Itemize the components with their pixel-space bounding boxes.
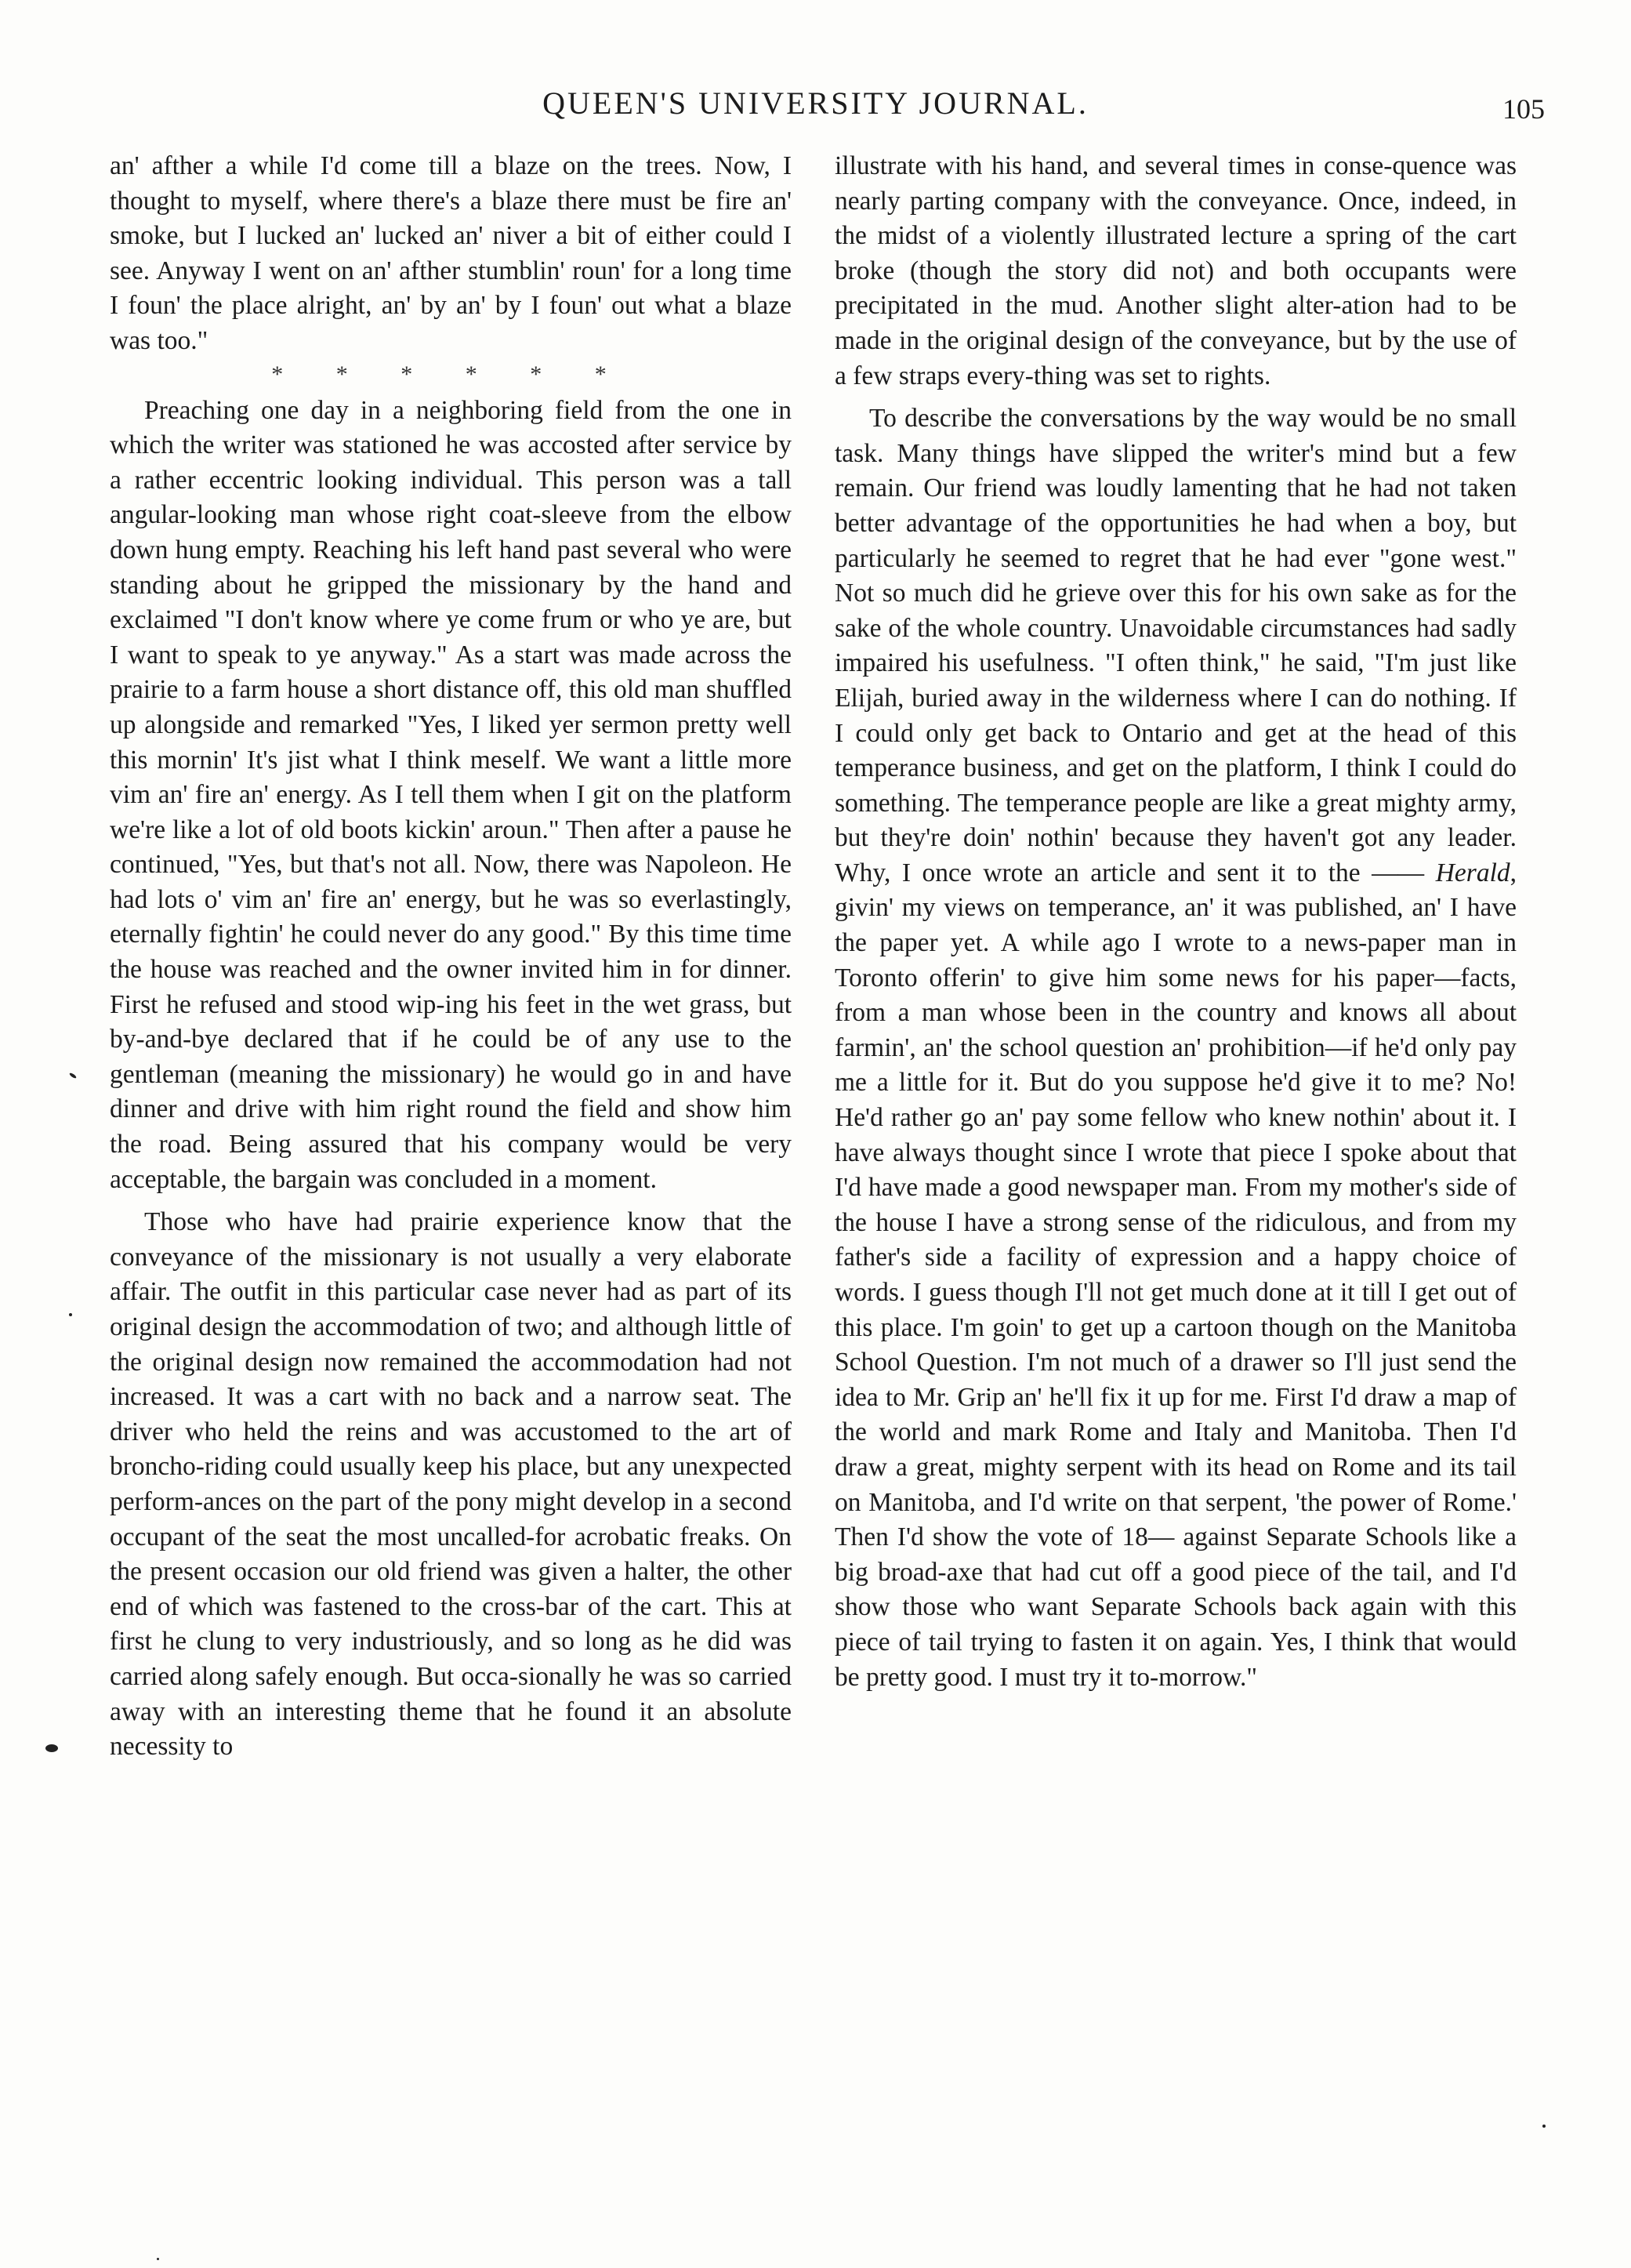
- left-paragraph-1: an' afther a while I'd come till a blaze on the trees. Now, I thought to myself, where there's a blaze there must be fire an' smoke, but I lucked an' lucked an' niver a bit of either could I see. Anyway I went on an' afther stumblin' roun' for a long time I foun' the place alright, an' by an' by I foun' out what a blaze was too.": [110, 151, 792, 355]
- left-paragraph-3: Those who have had prairie experience know that the conveyance of the missionary is not usually a very elaborate affair. The outfit in this particular case never had as part of its original design the accommodation of two; and although little of the original design now remained the accommodation had not increased. It was a cart with no back and a narrow seat. The driver who held the reins and was accustomed to the art of broncho-riding could usually keep his place, but any unexpected perform-ances on the part of the pony might develop in a second occupant of the seat the most uncalled-for acrobatic freaks. On the present occasion our old friend was given a halter, the other end of which was fastened to the cross-bar of the cart. This at first he clung to very industriously, and so long as he did was carried along safely enough. But occa-sionally he was so carried away with an interesting theme that he found it an absolute necessity to: [110, 1207, 792, 1762]
- right-paragraph-2-text: To describe the conversations by the way would be no small task. Many things have slipped the writer's mind but a few remain. Our friend was loudly lamenting that he had not taken better advantage of the opportunities he had when a boy, but particularly he seemed to regret that he had ever "gone west." Not so much did he grieve over this for his own sake as for the sake of the whole country. Unavoidable circumstances had sadly impaired his usefulness. "I often think," he said, "I'm just like Elijah, buried away in the wilderness where I can do nothing. If I could only get back to Ontario and get at the head of this temperance business, and get on the platform, I think I could do something. The temperance people are like a great mighty army, but they're doin' nothin' because they haven't got any leader. Why, I once wrote an article and sent it to the ——: [835, 404, 1517, 887]
- page-number: 105: [1502, 93, 1545, 125]
- left-column: [110, 149, 792, 1765]
- section-break-stars: * * * * * *: [271, 361, 630, 387]
- right-paragraph-1: illustrate with his hand, and several times in conse-quence was nearly parting company with the conveyance. Once, indeed, in the midst of a violently illustrated lecture a spring of the cart broke (though the story did not) and both occupants were precipitated in the mud. Another slight alter-ation had to be made in the original design of the conveyance, but by the use of a few straps every-thing was set to rights.: [835, 151, 1517, 390]
- left-paragraph-2: Preaching one day in a neighboring field from the one in which the writer was stationed he was accosted after service by a rather eccentric looking individual. This person was a tall angular-looking man whose right coat-sleeve from the elbow down hung empty. Reaching his left hand past several who were standing about he gripped the missionary by the hand and exclaimed "I don't know where ye come frum or who ye are, but I want to speak to ye anyway." As a start was made across the prairie to a farm house a short distance off, this old man shuffled up alongside and remarked "Yes, I liked yer sermon pretty well this mornin' It's jist what I think meself. We want a little more vim an' fire an' energy. As I tell them when I git on the platform we're like a lot of old boots kickin' aroun." Then after a pause he continued, "Yes, but that's not all. Now, there was Napoleon. He had lots o' vim an' fire an' energy, but he was so everlastingly, eternally fightin' he could never do any good." By this time time the house was reached and the owner invited him in for dinner. First he refused and stood wip-ing his feet in the wet grass, but by-and-bye declared that if he could be of any use to the gentleman (meaning the missionary) he would go in and have dinner and drive with him right round the field and show him the road. Being assured that his company would be very acceptable, the bargain was concluded in a moment.: [110, 395, 792, 1194]
- right-column: [835, 149, 1517, 1695]
- right-paragraph-2: [835, 401, 1517, 1695]
- newspaper-name: Herald: [1435, 858, 1510, 887]
- running-head: [0, 85, 1631, 132]
- right-paragraph-2-rest: , givin' my views on temperance, an' it was published, an' I have the paper yet. A while ago I wrote to a news-paper man in Toronto offerin' to give him some news for his paper—facts, from a man whose been in the country and knows all about farmin', an' the school question an' prohibition—if he'd only pay me a little for it. But do you suppose he'd give it to me? No! He'd rather go an' pay some fellow who knew nothin' about it. I have always thought since I wrote that piece I spoke about that I'd have made a good newspaper man. From my mother's side of the house I have a strong sense of the ridiculous, and from my father's side a facility of expression and a happy choice of words. I guess though I'll not get much done at it till I get out of this place. I'm goin' to get up a cartoon though on the Manitoba School Question. I'm not much of a drawer so I'll just send the idea to Mr. Grip an' he'll fix it up for me. First I'd draw a map of the world and mark Rome and Italy and Manitoba. Then I'd draw a great, mighty serpent with its head on Rome and its tail on Manitoba, and I'd write on that serpent, 'the power of Rome.' Then I'd show the vote of 18— against Separate Schools like a big broad-axe that had cut off a good piece of the tail, and I'd show those who want Separate Schools back again with this piece of tail trying to fasten it on again. Yes, I think that would be pretty good. I must try it to-morrow.": [835, 858, 1517, 1692]
- journal-title: QUEEN'S UNIVERSITY JOURNAL.: [542, 85, 1089, 121]
